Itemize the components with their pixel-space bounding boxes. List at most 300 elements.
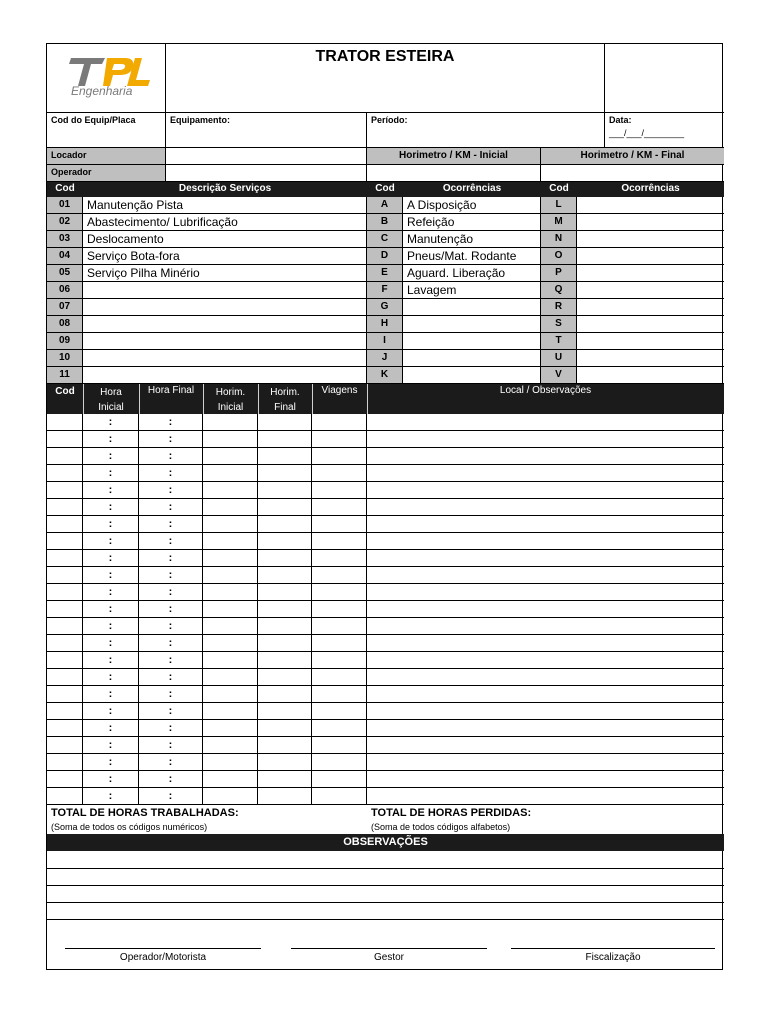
horimetro-inicial-input[interactable] <box>367 165 541 182</box>
log-hora-final-cell[interactable] <box>139 618 203 635</box>
log-viagens-cell[interactable] <box>312 737 367 754</box>
code-description-cell[interactable] <box>577 248 724 265</box>
log-hora-final-cell[interactable] <box>139 414 203 431</box>
log-hora-inicial-cell[interactable] <box>83 482 139 499</box>
time-separator: : <box>108 654 113 666</box>
log-local-cell[interactable] <box>367 567 724 584</box>
header-blank-cell <box>605 44 724 113</box>
log-hora-final-cell[interactable] <box>139 431 203 448</box>
log-horim-inicial-cell[interactable] <box>203 482 258 499</box>
log-local-cell[interactable] <box>367 516 724 533</box>
code-cell: J <box>367 350 403 367</box>
code-description-cell[interactable] <box>577 231 724 248</box>
log-cod-cell[interactable] <box>47 431 83 448</box>
time-separator: : <box>168 450 173 462</box>
ocorrencias-header-2: Ocorrências <box>621 183 680 194</box>
log-viagens-cell[interactable] <box>312 533 367 550</box>
log-local-cell[interactable] <box>367 448 724 465</box>
time-separator: : <box>108 705 113 717</box>
log-hora-final-cell[interactable] <box>139 516 203 533</box>
observacoes-lines[interactable] <box>47 851 724 919</box>
log-horim-final-cell[interactable] <box>258 584 312 601</box>
log-horim-final-cell[interactable] <box>258 516 312 533</box>
code-cell: A <box>367 197 403 214</box>
time-separator: : <box>108 416 113 428</box>
cod-equip-field[interactable] <box>47 113 166 148</box>
log-hora-inicial-cell[interactable] <box>83 771 139 788</box>
time-separator: : <box>108 586 113 598</box>
log-horim-final-cell[interactable] <box>258 686 312 703</box>
log-viagens-cell[interactable] <box>312 601 367 618</box>
log-local-cell[interactable] <box>367 431 724 448</box>
log-horim-final-cell[interactable] <box>258 669 312 686</box>
time-separator: : <box>168 586 173 598</box>
log-cod-cell[interactable] <box>47 618 83 635</box>
observacoes-title: OBSERVAÇÕES <box>47 834 724 851</box>
log-cod-cell[interactable] <box>47 652 83 669</box>
log-horim-inicial-cell[interactable] <box>203 788 258 805</box>
time-separator: : <box>108 535 113 547</box>
code-cell: 09 <box>47 333 83 350</box>
log-cod-cell[interactable] <box>47 465 83 482</box>
code-cell: 08 <box>47 316 83 333</box>
codes-cod-header-3: Cod <box>549 183 569 194</box>
log-hora-inicial-cell[interactable] <box>83 550 139 567</box>
log-local-cell[interactable] <box>367 635 724 652</box>
log-viagens-cell[interactable] <box>312 686 367 703</box>
equipment-daily-form <box>46 43 723 970</box>
code-description-cell[interactable]: Lavagem <box>403 282 541 299</box>
log-local-header: Local / Observações <box>499 385 592 396</box>
log-hora-inicial-cell[interactable] <box>83 635 139 652</box>
time-separator: : <box>108 450 113 462</box>
log-viagens-cell[interactable] <box>312 652 367 669</box>
log-horim-inicial-cell[interactable] <box>203 737 258 754</box>
log-horim-final-cell[interactable] <box>258 482 312 499</box>
code-cell: E <box>367 265 403 282</box>
log-hora-final-cell[interactable] <box>139 567 203 584</box>
operador-label: Operador <box>47 165 166 182</box>
code-description-cell[interactable] <box>403 367 541 384</box>
log-horim-final-cell[interactable] <box>258 414 312 431</box>
code-description-cell[interactable] <box>577 197 724 214</box>
gestor-signature-line[interactable] <box>291 948 487 949</box>
fiscalizacao-signature-label: Fiscalização <box>585 952 641 963</box>
log-hora-inicial-cell[interactable] <box>83 431 139 448</box>
code-description-cell[interactable]: Manutenção Pista <box>83 197 367 214</box>
log-hora-final-cell[interactable] <box>139 737 203 754</box>
log-cod-cell[interactable] <box>47 448 83 465</box>
log-hora-final-cell[interactable] <box>139 771 203 788</box>
operador-signature-line[interactable] <box>65 948 261 949</box>
time-separator: : <box>168 739 173 751</box>
code-description-cell[interactable] <box>403 299 541 316</box>
time-separator: : <box>108 773 113 785</box>
log-hora-final-cell[interactable] <box>139 499 203 516</box>
time-separator: : <box>168 671 173 683</box>
log-hora-final-cell[interactable] <box>139 465 203 482</box>
time-separator: : <box>168 722 173 734</box>
time-separator: : <box>168 416 173 428</box>
code-description-cell[interactable] <box>83 299 367 316</box>
log-hora-inicial-cell[interactable] <box>83 618 139 635</box>
code-cell: M <box>541 214 577 231</box>
code-description-cell[interactable] <box>403 333 541 350</box>
log-cod-cell[interactable] <box>47 703 83 720</box>
code-description-cell[interactable]: A Disposição <box>403 197 541 214</box>
log-viagens-cell[interactable] <box>312 754 367 771</box>
log-hora-inicial-cell[interactable] <box>83 601 139 618</box>
log-cod-cell[interactable] <box>47 771 83 788</box>
time-separator: : <box>108 739 113 751</box>
total-trabalhadas-note: (Soma de todos os códigos numéricos) <box>51 822 208 832</box>
log-local-cell[interactable] <box>367 584 724 601</box>
code-cell: V <box>541 367 577 384</box>
log-cod-cell[interactable] <box>47 550 83 567</box>
code-description-cell[interactable]: Abastecimento/ Lubrificação <box>83 214 367 231</box>
time-separator: : <box>108 433 113 445</box>
codes-table <box>47 197 724 384</box>
log-viagens-cell[interactable] <box>312 720 367 737</box>
totals-row <box>47 804 724 834</box>
log-viagens-cell[interactable] <box>312 482 367 499</box>
log-local-cell[interactable] <box>367 465 724 482</box>
log-cod-cell[interactable] <box>47 567 83 584</box>
tpl-logo <box>47 44 166 113</box>
log-horim-inicial-cell[interactable] <box>203 414 258 431</box>
log-cod-cell[interactable] <box>47 533 83 550</box>
logo-subtitle: Engenharia <box>71 84 133 98</box>
log-horim-inicial-cell[interactable] <box>203 601 258 618</box>
codes-descricao-header: Descrição Serviços <box>178 183 272 194</box>
log-local-cell[interactable] <box>367 771 724 788</box>
code-description-cell[interactable] <box>403 316 541 333</box>
log-cod-cell[interactable] <box>47 686 83 703</box>
code-description-cell[interactable] <box>577 316 724 333</box>
log-hora-inicial-cell[interactable] <box>83 584 139 601</box>
log-hora-inicial-cell[interactable] <box>83 737 139 754</box>
log-hora-inicial-cell[interactable] <box>83 754 139 771</box>
code-description-cell[interactable] <box>403 350 541 367</box>
code-description-cell[interactable] <box>83 282 367 299</box>
log-horim-inicial-cell[interactable] <box>203 669 258 686</box>
code-description-cell[interactable] <box>83 333 367 350</box>
log-hora-inicial-cell[interactable] <box>83 669 139 686</box>
code-description-cell[interactable] <box>577 282 724 299</box>
log-hora-final-cell[interactable] <box>139 635 203 652</box>
log-horim-final-cell[interactable] <box>258 635 312 652</box>
time-separator: : <box>168 654 173 666</box>
code-description-cell[interactable] <box>577 299 724 316</box>
code-cell: S <box>541 316 577 333</box>
periodo-field[interactable] <box>367 113 605 148</box>
log-cod-cell[interactable] <box>47 499 83 516</box>
log-local-cell[interactable] <box>367 703 724 720</box>
code-description-cell[interactable]: Deslocamento <box>83 231 367 248</box>
log-viagens-cell[interactable] <box>312 703 367 720</box>
log-horim-final-cell[interactable] <box>258 550 312 567</box>
code-cell: Q <box>541 282 577 299</box>
gestor-signature-label: Gestor <box>373 952 404 963</box>
log-local-cell[interactable] <box>367 737 724 754</box>
log-viagens-cell[interactable] <box>312 499 367 516</box>
log-cod-cell[interactable] <box>47 720 83 737</box>
log-viagens-cell[interactable] <box>312 516 367 533</box>
log-viagens-cell[interactable] <box>312 448 367 465</box>
log-horim-inicial-header: Horim. Inicial <box>215 387 246 413</box>
data-label: Data: <box>609 115 632 125</box>
log-horim-final-cell[interactable] <box>258 465 312 482</box>
log-hora-final-cell[interactable] <box>139 601 203 618</box>
log-hora-final-cell[interactable] <box>139 720 203 737</box>
log-hora-inicial-cell[interactable] <box>83 448 139 465</box>
log-horim-inicial-cell[interactable] <box>203 431 258 448</box>
log-horim-inicial-cell[interactable] <box>203 635 258 652</box>
log-hora-inicial-cell[interactable] <box>83 465 139 482</box>
log-horim-inicial-cell[interactable] <box>203 703 258 720</box>
log-hora-inicial-cell[interactable] <box>83 686 139 703</box>
log-hora-inicial-cell[interactable] <box>83 499 139 516</box>
log-hora-final-cell[interactable] <box>139 754 203 771</box>
log-viagens-cell[interactable] <box>312 414 367 431</box>
equipamento-field[interactable] <box>166 113 367 148</box>
code-description-cell[interactable] <box>83 316 367 333</box>
code-description-cell[interactable] <box>577 265 724 282</box>
log-local-cell[interactable] <box>367 720 724 737</box>
log-viagens-cell[interactable] <box>312 771 367 788</box>
log-hora-final-cell[interactable] <box>139 686 203 703</box>
code-description-cell[interactable]: Serviço Bota-fora <box>83 248 367 265</box>
equipamento-label: Equipamento: <box>170 115 230 125</box>
time-separator: : <box>168 535 173 547</box>
time-separator: : <box>108 518 113 530</box>
time-separator: : <box>108 790 113 802</box>
log-viagens-cell[interactable] <box>312 669 367 686</box>
log-cod-cell[interactable] <box>47 635 83 652</box>
code-description-cell[interactable] <box>83 367 367 384</box>
log-horim-inicial-cell[interactable] <box>203 754 258 771</box>
code-description-cell[interactable] <box>577 214 724 231</box>
log-hora-final-cell[interactable] <box>139 448 203 465</box>
log-horim-inicial-cell[interactable] <box>203 618 258 635</box>
log-local-cell[interactable] <box>367 754 724 771</box>
time-separator: : <box>108 603 113 615</box>
log-hora-inicial-cell[interactable] <box>83 414 139 431</box>
log-hora-final-cell[interactable] <box>139 584 203 601</box>
time-separator: : <box>168 637 173 649</box>
log-horim-final-cell[interactable] <box>258 431 312 448</box>
log-hora-inicial-header: Hora Inicial <box>98 387 124 413</box>
horimetro-final-input[interactable] <box>541 165 724 182</box>
log-cod-cell[interactable] <box>47 754 83 771</box>
log-cod-cell[interactable] <box>47 516 83 533</box>
code-cell: 02 <box>47 214 83 231</box>
log-viagens-cell[interactable] <box>312 635 367 652</box>
time-separator: : <box>168 620 173 632</box>
log-hora-final-cell[interactable] <box>139 652 203 669</box>
time-separator: : <box>168 756 173 768</box>
log-horim-inicial-cell[interactable] <box>203 550 258 567</box>
time-separator: : <box>108 637 113 649</box>
periodo-label: Período: <box>371 115 408 125</box>
code-description-cell[interactable] <box>83 350 367 367</box>
log-horim-final-cell[interactable] <box>258 788 312 805</box>
time-separator: : <box>108 756 113 768</box>
time-separator: : <box>168 484 173 496</box>
log-hora-final-cell[interactable] <box>139 703 203 720</box>
log-cod-cell[interactable] <box>47 788 83 805</box>
log-cod-cell[interactable] <box>47 601 83 618</box>
code-cell: R <box>541 299 577 316</box>
log-local-cell[interactable] <box>367 601 724 618</box>
log-hora-inicial-cell[interactable] <box>83 567 139 584</box>
log-hora-inicial-cell[interactable] <box>83 720 139 737</box>
log-hora-final-header: Hora Final <box>147 385 195 396</box>
log-horim-final-cell[interactable] <box>258 601 312 618</box>
code-description-cell[interactable]: Manutenção <box>403 231 541 248</box>
log-horim-inicial-cell[interactable] <box>203 533 258 550</box>
log-cod-cell[interactable] <box>47 584 83 601</box>
time-separator: : <box>168 705 173 717</box>
log-horim-final-cell[interactable] <box>258 499 312 516</box>
log-hora-inicial-cell[interactable] <box>83 703 139 720</box>
code-description-cell[interactable]: Pneus/Mat. Rodante <box>403 248 541 265</box>
log-horim-final-cell[interactable] <box>258 754 312 771</box>
time-separator: : <box>108 484 113 496</box>
code-description-cell[interactable] <box>577 367 724 384</box>
code-description-cell[interactable]: Aguard. Liberação <box>403 265 541 282</box>
log-horim-final-cell[interactable] <box>258 533 312 550</box>
log-hora-inicial-cell[interactable] <box>83 652 139 669</box>
log-viagens-cell[interactable] <box>312 550 367 567</box>
log-horim-final-header: Horim. Final <box>270 387 300 413</box>
code-cell: 10 <box>47 350 83 367</box>
time-separator: : <box>168 603 173 615</box>
locador-input[interactable] <box>166 148 367 165</box>
logo-cell <box>47 44 166 113</box>
code-cell: 04 <box>47 248 83 265</box>
log-horim-final-cell[interactable] <box>258 652 312 669</box>
code-cell: G <box>367 299 403 316</box>
codes-header-bar <box>47 182 724 197</box>
log-horim-inicial-cell[interactable] <box>203 720 258 737</box>
log-horim-final-cell[interactable] <box>258 567 312 584</box>
time-separator: : <box>168 552 173 564</box>
code-cell: C <box>367 231 403 248</box>
code-cell: T <box>541 333 577 350</box>
log-horim-final-cell[interactable] <box>258 618 312 635</box>
log-cod-cell[interactable] <box>47 669 83 686</box>
code-cell: 01 <box>47 197 83 214</box>
log-cod-cell[interactable] <box>47 482 83 499</box>
log-local-cell[interactable] <box>367 499 724 516</box>
log-local-cell[interactable] <box>367 414 724 431</box>
log-horim-final-cell[interactable] <box>258 771 312 788</box>
log-horim-inicial-cell[interactable] <box>203 771 258 788</box>
time-separator: : <box>108 688 113 700</box>
log-header-bar <box>47 384 724 414</box>
ocorrencias-header-1: Ocorrências <box>442 183 502 194</box>
log-horim-inicial-cell[interactable] <box>203 499 258 516</box>
code-cell: 05 <box>47 265 83 282</box>
time-separator: : <box>168 501 173 513</box>
code-cell: L <box>541 197 577 214</box>
log-hora-final-cell[interactable] <box>139 482 203 499</box>
code-cell: 11 <box>47 367 83 384</box>
fiscalizacao-signature-line[interactable] <box>511 948 715 949</box>
data-field[interactable] <box>605 113 724 148</box>
log-horim-inicial-cell[interactable] <box>203 652 258 669</box>
log-viagens-cell[interactable] <box>312 788 367 805</box>
code-cell: D <box>367 248 403 265</box>
code-cell: 07 <box>47 299 83 316</box>
code-description-cell[interactable] <box>577 350 724 367</box>
log-cod-cell[interactable] <box>47 414 83 431</box>
log-cod-cell[interactable] <box>47 737 83 754</box>
log-hora-final-cell[interactable] <box>139 550 203 567</box>
log-hora-final-cell[interactable] <box>139 669 203 686</box>
log-horim-final-cell[interactable] <box>258 448 312 465</box>
data-blank: ___/___/________ <box>609 128 685 138</box>
log-viagens-cell[interactable] <box>312 567 367 584</box>
log-horim-inicial-cell[interactable] <box>203 567 258 584</box>
codes-cod-header-2: Cod <box>375 183 395 194</box>
time-separator: : <box>168 518 173 530</box>
log-local-cell[interactable] <box>367 669 724 686</box>
codes-cod-header: Cod <box>55 183 75 194</box>
log-horim-inicial-cell[interactable] <box>203 516 258 533</box>
locador-label: Locador <box>47 148 166 165</box>
log-horim-final-cell[interactable] <box>258 737 312 754</box>
log-horim-inicial-cell[interactable] <box>203 465 258 482</box>
horimetro-final-label: Horimetro / KM - Final <box>541 148 724 165</box>
log-horim-inicial-cell[interactable] <box>203 686 258 703</box>
log-horim-final-cell[interactable] <box>258 703 312 720</box>
log-local-cell[interactable] <box>367 686 724 703</box>
log-viagens-cell[interactable] <box>312 618 367 635</box>
log-local-cell[interactable] <box>367 788 724 805</box>
code-cell: B <box>367 214 403 231</box>
log-local-cell[interactable] <box>367 550 724 567</box>
log-hora-inicial-cell[interactable] <box>83 516 139 533</box>
time-separator: : <box>108 620 113 632</box>
log-hora-inicial-cell[interactable] <box>83 788 139 805</box>
log-horim-inicial-cell[interactable] <box>203 584 258 601</box>
log-viagens-cell[interactable] <box>312 465 367 482</box>
log-local-cell[interactable] <box>367 652 724 669</box>
log-horim-inicial-cell[interactable] <box>203 448 258 465</box>
log-viagens-cell[interactable] <box>312 431 367 448</box>
time-separator: : <box>168 790 173 802</box>
code-cell: 03 <box>47 231 83 248</box>
code-cell: O <box>541 248 577 265</box>
log-hora-inicial-cell[interactable] <box>83 533 139 550</box>
log-local-cell[interactable] <box>367 482 724 499</box>
operador-input[interactable] <box>166 165 367 182</box>
log-local-cell[interactable] <box>367 533 724 550</box>
horimetro-inicial-label: Horimetro / KM - Inicial <box>367 148 541 165</box>
code-description-cell[interactable]: Refeição <box>403 214 541 231</box>
log-horim-final-cell[interactable] <box>258 720 312 737</box>
code-description-cell[interactable]: Serviço Pilha Minério <box>83 265 367 282</box>
code-cell: 06 <box>47 282 83 299</box>
log-viagens-cell[interactable] <box>312 584 367 601</box>
log-local-cell[interactable] <box>367 618 724 635</box>
log-hora-final-cell[interactable] <box>139 533 203 550</box>
log-hora-final-cell[interactable] <box>139 788 203 805</box>
code-cell: P <box>541 265 577 282</box>
code-description-cell[interactable] <box>577 333 724 350</box>
